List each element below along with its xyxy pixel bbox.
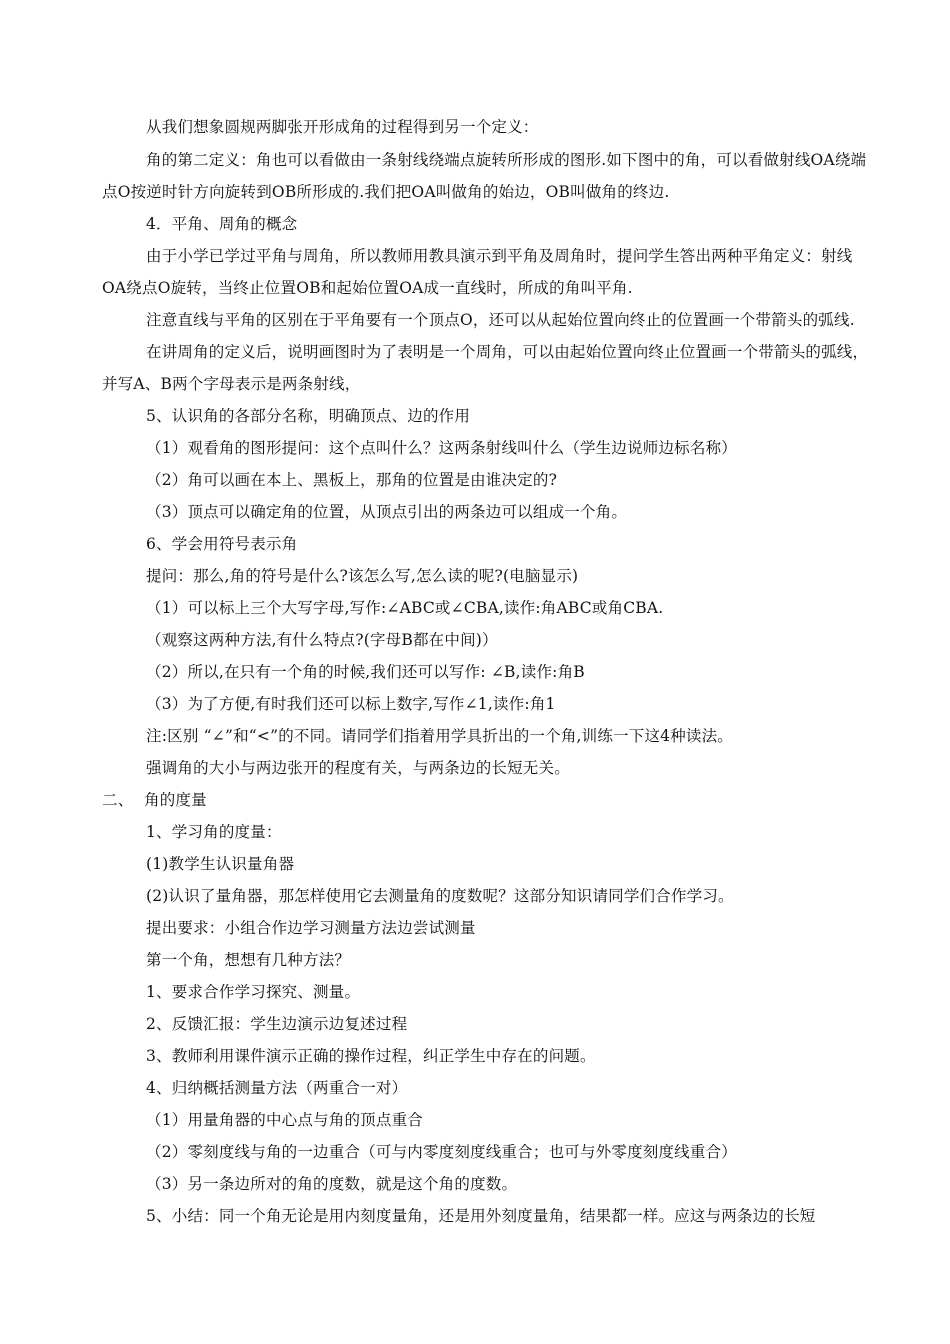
list-item: （观察这两种方法,有什么特点?(字母B都在中间)） <box>146 631 498 649</box>
section-heading: 4．平角、周角的概念 <box>146 215 298 233</box>
paragraph-line: 从我们想象圆规两脚张开形成角的过程得到另一个定义： <box>146 118 539 136</box>
chapter-number: 二、 <box>102 791 134 809</box>
chapter-title: 角的度量 <box>144 791 207 809</box>
paragraph-line: 在讲周角的定义后，说明画图时为了表明是一个周角，可以由起始位置向终止位置画一个带箭头的弧线， <box>146 343 869 361</box>
list-item: 1、要求合作学习探究、测量。 <box>146 983 361 1001</box>
list-item: （3）另一条边所对的角的度数，就是这个角的度数。 <box>146 1175 518 1193</box>
section-heading: 1、学习角的度量： <box>146 823 282 841</box>
list-item: （1）用量角器的中心点与角的顶点重合 <box>146 1111 423 1129</box>
paragraph-line: 注意直线与平角的区别在于平角要有一个顶点O，还可以从起始位置向终止的位置画一个带箭头的弧线. <box>146 311 855 329</box>
paragraph-line: 角的第二定义：角也可以看做由一条射线绕端点旋转所形成的图形.如下图中的角，可以看做射线OA绕端 <box>146 151 867 169</box>
paragraph-line: 5、小结：同一个角无论是用内刻度量角，还是用外刻度量角，结果都一样。应这与两条边的长短 <box>146 1207 816 1225</box>
list-item: （1）可以标上三个大写字母,写作:∠ABC或∠CBA,读作:角ABC或角CBA. <box>146 599 664 617</box>
list-item: (1)教学生认识量角器 <box>146 855 295 873</box>
list-item: 2、反馈汇报：学生边演示边复述过程 <box>146 1015 408 1033</box>
paragraph-line: 点O按逆时针方向旋转到OB所形成的.我们把OA叫做角的始边，OB叫做角的终边. <box>102 183 670 201</box>
list-item: （3）为了方便,有时我们还可以标上数字,写作∠1,读作:角1 <box>146 695 556 713</box>
section-heading: 5、认识角的各部分名称，明确顶点、边的作用 <box>146 407 471 425</box>
list-item: （1）观看角的图形提问：这个点叫什么？这两条射线叫什么（学生边说师边标名称） <box>146 439 737 457</box>
paragraph-line: 注:区别 “∠”和“<”的不同。请同学们指着用学具折出的一个角,训练一下这4种读法。 <box>146 727 734 745</box>
list-item: 4、归纳概括测量方法（两重合一对） <box>146 1079 408 1097</box>
paragraph-line: 强调角的大小与两边张开的程度有关，与两条边的长短无关。 <box>146 759 570 777</box>
paragraph-line: 提出要求：小组合作边学习测量方法边尝试测量 <box>146 919 476 937</box>
section-heading: 6、学会用符号表示角 <box>146 535 298 553</box>
paragraph-line: OA绕点O旋转，当终止位置OB和起始位置OA成一直线时，所成的角叫平角. <box>102 279 633 297</box>
list-item: （2）所以,在只有一个角的时候,我们还可以写作: ∠B,读作:角B <box>146 663 585 681</box>
chapter-heading <box>102 790 207 810</box>
paragraph-line: 由于小学已学过平角与周角，所以教师用教具演示到平角及周角时，提问学生答出两种平角定义：射线 <box>146 247 853 265</box>
paragraph-line: 并写A、B两个字母表示是两条射线， <box>102 375 361 393</box>
list-item: （2）角可以画在本上、黑板上，那角的位置是由谁决定的? <box>146 471 558 489</box>
list-item: (2)认识了量角器，那怎样使用它去测量角的度数呢？这部分知识请同学们合作学习。 <box>146 887 734 905</box>
paragraph-line: 第一个角，想想有几种方法？ <box>146 951 351 969</box>
list-item: 3、教师利用课件演示正确的操作过程，纠正学生中存在的问题。 <box>146 1047 596 1065</box>
list-item: （3）顶点可以确定角的位置，从顶点引出的两条边可以组成一个角。 <box>146 503 628 521</box>
list-item: （2）零刻度线与角的一边重合（可与内零度刻度线重合；也可与外零度刻度线重合） <box>146 1143 737 1161</box>
paragraph-line: 提问：那么,角的符号是什么?该怎么写,怎么读的呢?(电脑显示) <box>146 567 579 585</box>
